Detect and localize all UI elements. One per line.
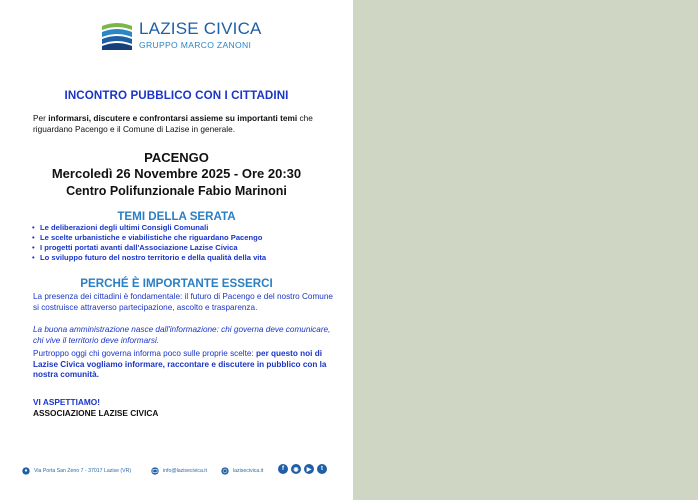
footer-address-text: Via Porta San Zeno 7 - 37017 Lazise (VR) [34, 468, 132, 474]
topic-text: I progetti portati avanti dall'Associazione Lazise Civica [40, 243, 238, 252]
logo-wave-icon [102, 20, 132, 50]
closing [33, 397, 158, 418]
logo [102, 17, 262, 57]
location-pin-icon [22, 467, 30, 475]
blank-side-panel [353, 0, 698, 500]
why-paragraph-3 [33, 349, 333, 381]
intro-suffix: che riguardano Pacengo e il Comune di Lazise in generale. [33, 113, 313, 134]
list-item [32, 243, 266, 253]
closing-line-2: ASSOCIAZIONE LAZISE CIVICA [33, 407, 159, 418]
facebook-icon[interactable]: f [278, 464, 288, 474]
list-item [32, 223, 266, 233]
topics-list [32, 223, 266, 263]
youtube-icon[interactable]: ▶ [304, 464, 314, 474]
topic-text: Lo sviluppo futuro del nostro territorio e della qualità della vita [40, 253, 267, 262]
why-p3-plain: Purtroppo oggi chi governa informa poco sulle proprie scelte: [33, 349, 257, 358]
bullet-icon: • [32, 223, 35, 232]
page-title: INCONTRO PUBBLICO CON I CITTADINI [64, 89, 289, 102]
intro-paragraph [33, 113, 333, 134]
why-p3-bold: per questo noi di Lazise Civica vogliamo informare, raccontare e discutere in pubblico con la nostra comunità. [33, 349, 327, 380]
email-icon [151, 467, 159, 475]
footer-website[interactable] [221, 464, 263, 478]
twitter-icon[interactable]: t [317, 464, 327, 474]
bullet-icon: • [32, 253, 35, 262]
list-item [32, 233, 266, 243]
globe-icon [221, 467, 229, 475]
why-title: PERCHÉ È IMPORTANTE ESSERCI [80, 277, 273, 290]
social-links [278, 464, 327, 474]
event-place: PACENGO [144, 150, 209, 165]
why-paragraph-1: La presenza dei cittadini è fondamentale: il futuro di Pacengo e del nostro Comune si costruisce attraverso partecipazione, ascolto e trasparenza. [33, 292, 333, 312]
intro-prefix: Per [33, 113, 49, 123]
bullet-icon: • [32, 233, 35, 242]
topic-text: Le scelte urbanistiche e viabilistiche che riguardano Pacengo [40, 233, 263, 242]
logo-name: LAZISE CIVICA [139, 19, 262, 38]
footer-email-text: info@lazisecivica.it [163, 468, 207, 474]
intro-bold: informarsi, discutere e confrontarsi assieme su importanti temi [48, 113, 298, 123]
bullet-icon: • [32, 243, 35, 252]
logo-subtitle: GRUPPO MARCO ZANONI [139, 40, 252, 50]
event-date-time: Mercoledì 26 Novembre 2025 - Ore 20:30 [51, 166, 302, 181]
why-paragraph-2: La buona amministrazione nasce dall'informazione: chi governa deve comunicare, chi vive il territorio deve informarsi. [33, 325, 331, 345]
footer-email[interactable] [151, 464, 207, 478]
topic-text: Le deliberazioni degli ultimi Consigli Comunali [40, 223, 209, 232]
footer-website-text: lazisecivica.it [233, 468, 264, 474]
event-venue: Centro Polifunzionale Fabio Marinoni [66, 184, 287, 198]
topics-title: TEMI DELLA SERATA [117, 210, 236, 223]
instagram-icon[interactable]: ◉ [291, 464, 301, 474]
footer [22, 464, 342, 478]
list-item [32, 253, 266, 263]
footer-address [22, 464, 131, 478]
closing-line-1: VI ASPETTIAMO! [33, 397, 100, 407]
